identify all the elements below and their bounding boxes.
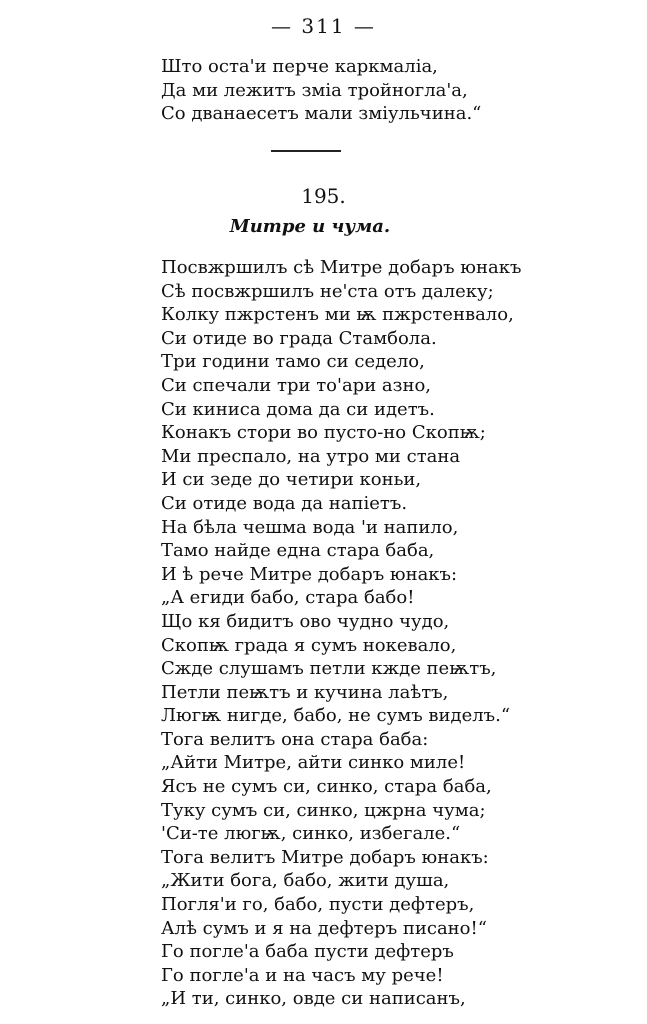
verse-line: Скопѭ града я сумъ нокевало, xyxy=(161,634,457,656)
verse-line: Си отиде во града Стамбола. xyxy=(161,327,437,349)
poem-title: Митре и чума. xyxy=(229,216,391,237)
verse-line: Що кя бидитъ ово чудно чудо, xyxy=(161,610,450,632)
verse-line: И ѣ рече Митре добаръ юнакъ: xyxy=(161,563,458,585)
verse-line: Посвжршилъ сѣ Митре добаръ юнакъ xyxy=(161,257,522,278)
page-number-header: — 311 — xyxy=(271,14,376,38)
verse-line: „Айти Митре, айти синко миле! xyxy=(161,752,466,774)
verse-line: Тога велитъ она стара баба: xyxy=(161,728,429,750)
verse-line: Сѣ посвжршилъ не'ста отъ далеку; xyxy=(161,280,494,302)
verse-line: Колку пжрстенъ ми ѭ пжрстенвало, xyxy=(161,304,514,326)
verse-line: Си отиде вода да напіетъ. xyxy=(161,492,408,514)
poem-number: 195. xyxy=(301,184,346,208)
verse-line: „Жити бога, бабо, жити душа, xyxy=(161,870,450,892)
verse-line: „А егиди бабо, стара бабо! xyxy=(161,587,415,609)
verse-line: Сжде слушамъ петли кжде пеѭтъ, xyxy=(161,658,497,680)
verse-line: Погля'и го, бабо, пусти дефтеръ, xyxy=(161,894,475,916)
previous-poem-ending xyxy=(161,55,481,126)
verse-line: Си кинисa дома да си идетъ. xyxy=(161,398,435,420)
verse-line: 'Си-те люгѭ, синко, избегале.“ xyxy=(161,823,461,845)
poem-body xyxy=(161,256,521,1011)
verse-line: Што оста'и перче каркмаліа, xyxy=(161,56,438,77)
verse-line: Тамо найде една стара баба, xyxy=(161,540,435,562)
verse-line: „И ти, синко, овде си написанъ, xyxy=(161,988,466,1010)
verse-line: Да ми лежитъ зміа тройногла'а, xyxy=(161,79,468,101)
verse-line: Го погле'а и на часъ му рече! xyxy=(161,964,444,986)
verse-line: Ми преспало, на утро ми стана xyxy=(161,445,461,467)
verse-line: Ясъ не сумъ си, синко, стара баба, xyxy=(161,776,492,798)
verse-line: На бѣла чешма вода 'и напило, xyxy=(161,516,459,538)
verse-line: И си зеде до четири коньи, xyxy=(161,469,422,491)
verse-line: Конакъ стори во пусто-но Скопѭ; xyxy=(161,422,486,444)
verse-line: Тога велитъ Митре добаръ юнакъ: xyxy=(161,846,489,868)
verse-line: Алѣ сумъ и я на дефтеръ писано!“ xyxy=(161,917,487,939)
verse-line: Го погле'а баба пусти дефтеръ xyxy=(161,941,454,963)
verse-line: Люгѭ нигде, бабо, не сумъ виделъ.“ xyxy=(161,705,511,727)
verse-line: Си спечали три то'ари азно, xyxy=(161,374,432,396)
verse-line: Туку сумъ си, синко, цжрна чума; xyxy=(161,799,486,821)
verse-line: Три години тамо си седело, xyxy=(161,351,425,373)
verse-line: Со дванаесетъ мали зміульчина.“ xyxy=(161,103,482,125)
verse-line: Петли пеѭтъ и кучина лаѣтъ, xyxy=(161,681,449,703)
section-divider xyxy=(271,150,341,152)
